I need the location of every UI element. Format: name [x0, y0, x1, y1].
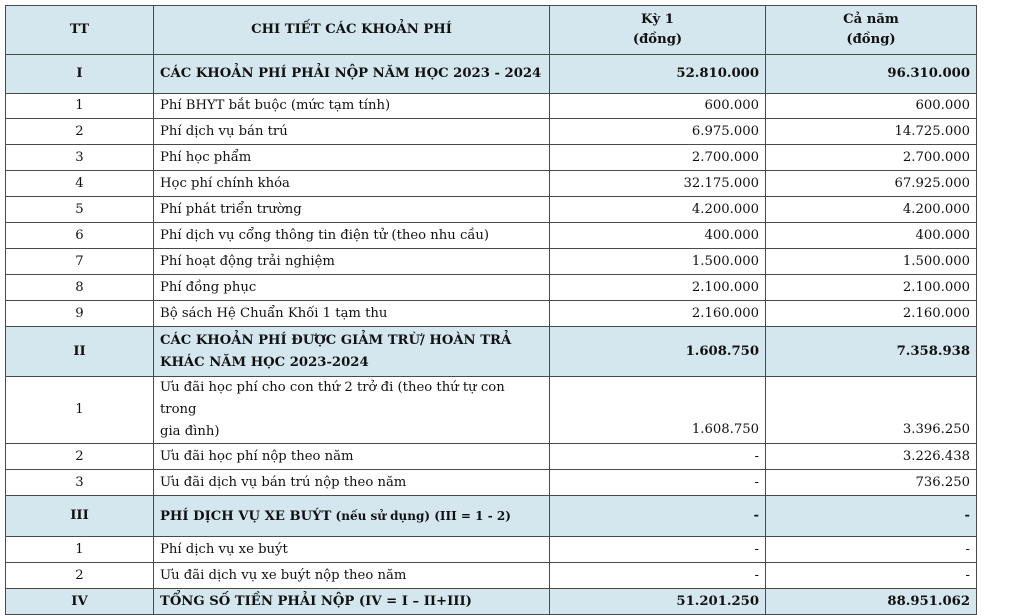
row-term1-value: - — [550, 563, 766, 589]
row-label: Phí BHYT bắt buộc (mức tạm tính) — [154, 94, 550, 119]
section-year-value: - — [766, 496, 977, 537]
section-label — [154, 496, 550, 537]
table-row — [6, 223, 977, 249]
section-tt: II — [6, 327, 154, 377]
row-tt: 1 — [6, 537, 154, 563]
row-label-line1: Ưu đãi học phí cho con thứ 2 trở đi (theo thứ tự con trong — [160, 380, 505, 417]
row-term1-value: - — [550, 537, 766, 563]
table-row — [6, 197, 977, 223]
section-row-iv — [6, 589, 977, 615]
table-row — [6, 563, 977, 589]
row-label: Học phí chính khóa — [154, 171, 550, 197]
row-year-value: - — [766, 563, 977, 589]
table-row — [6, 275, 977, 301]
row-label: Ưu đãi học phí nộp theo năm — [154, 444, 550, 470]
section-term1-value: 52.810.000 — [550, 55, 766, 94]
row-term1-value: 400.000 — [550, 223, 766, 249]
row-term1-value: 4.200.000 — [550, 197, 766, 223]
row-term1-value: 2.100.000 — [550, 275, 766, 301]
row-label — [154, 377, 550, 444]
table-row — [6, 249, 977, 275]
row-term1-value: 2.160.000 — [550, 301, 766, 327]
header-year-label: Cả năm — [843, 12, 899, 27]
row-label: Phí dịch vụ xe buýt — [154, 537, 550, 563]
section-label-line2: KHÁC NĂM HỌC 2023-2024 — [160, 354, 369, 370]
row-term1-value: 1.500.000 — [550, 249, 766, 275]
table-row — [6, 145, 977, 171]
row-tt: 3 — [6, 145, 154, 171]
section-term1-value: 1.608.750 — [550, 327, 766, 377]
table-row — [6, 119, 977, 145]
section-row-ii — [6, 327, 977, 377]
row-tt: 2 — [6, 444, 154, 470]
section-tt: III — [6, 496, 154, 537]
row-year-value: 3.226.438 — [766, 444, 977, 470]
row-label: Phí dịch vụ bán trú — [154, 119, 550, 145]
section-term1-value: 51.201.250 — [550, 589, 766, 615]
header-term1 — [550, 6, 766, 55]
row-year-value: 67.925.000 — [766, 171, 977, 197]
row-term1-value: 32.175.000 — [550, 171, 766, 197]
header-term1-unit: (đồng) — [632, 32, 683, 47]
row-year-value: 736.250 — [766, 470, 977, 496]
row-label: Phí đồng phục — [154, 275, 550, 301]
section-term1-value: - — [550, 496, 766, 537]
row-year-value: 2.700.000 — [766, 145, 977, 171]
section-row-iii — [6, 496, 977, 537]
row-tt: 1 — [6, 94, 154, 119]
section-tt: I — [6, 55, 154, 94]
row-tt: 7 — [6, 249, 154, 275]
row-year-value: - — [766, 537, 977, 563]
table-row — [6, 470, 977, 496]
header-term1-label: Kỳ 1 — [641, 12, 674, 27]
row-tt: 2 — [6, 119, 154, 145]
row-label: Ưu đãi dịch vụ xe buýt nộp theo năm — [154, 563, 550, 589]
header-tt: TT — [6, 6, 154, 55]
row-tt: 5 — [6, 197, 154, 223]
row-term1-value: 2.700.000 — [550, 145, 766, 171]
header-year — [766, 6, 977, 55]
row-year-value: 1.500.000 — [766, 249, 977, 275]
row-label: Phí phát triển trường — [154, 197, 550, 223]
row-label: Phí dịch vụ cổng thông tin điện tử (theo nhu cầu) — [154, 223, 550, 249]
row-tt: 9 — [6, 301, 154, 327]
table-row — [6, 94, 977, 119]
fee-table — [5, 5, 977, 615]
table-row — [6, 537, 977, 563]
section-label-line1: CÁC KHOẢN PHÍ ĐƯỢC GIẢM TRỪ/ HOÀN TRẢ — [160, 332, 512, 348]
row-tt: 2 — [6, 563, 154, 589]
row-label-line2: gia đình) — [160, 424, 220, 439]
row-tt: 6 — [6, 223, 154, 249]
section-tt: IV — [6, 589, 154, 615]
section-year-value: 7.358.938 — [766, 327, 977, 377]
row-term1-value: - — [550, 444, 766, 470]
row-term1-value: 6.975.000 — [550, 119, 766, 145]
row-year-value: 600.000 — [766, 94, 977, 119]
table-header-row — [6, 6, 977, 55]
section-label — [154, 327, 550, 377]
row-year-value: 4.200.000 — [766, 197, 977, 223]
row-term1-value: 1.608.750 — [550, 377, 766, 444]
row-label: Ưu đãi dịch vụ bán trú nộp theo năm — [154, 470, 550, 496]
table-row — [6, 301, 977, 327]
section-label: CÁC KHOẢN PHÍ PHẢI NỘP NĂM HỌC 2023 - 2024 — [154, 55, 550, 94]
header-detail: CHI TIẾT CÁC KHOẢN PHÍ — [154, 6, 550, 55]
row-year-value: 400.000 — [766, 223, 977, 249]
section-row-i — [6, 55, 977, 94]
row-label: Phí hoạt động trải nghiệm — [154, 249, 550, 275]
section-label: TỔNG SỐ TIỀN PHẢI NỘP (IV = I – II+III) — [154, 589, 550, 615]
row-term1-value: - — [550, 470, 766, 496]
row-term1-value: 600.000 — [550, 94, 766, 119]
table-row — [6, 444, 977, 470]
row-tt: 1 — [6, 377, 154, 444]
table-row — [6, 377, 977, 444]
section-label-main: PHÍ DỊCH VỤ XE BUÝT — [160, 508, 332, 524]
row-label: Bộ sách Hệ Chuẩn Khối 1 tạm thu — [154, 301, 550, 327]
row-year-value: 2.100.000 — [766, 275, 977, 301]
row-year-value: 14.725.000 — [766, 119, 977, 145]
row-tt: 4 — [6, 171, 154, 197]
row-tt: 3 — [6, 470, 154, 496]
section-label-note: (nếu sử dụng) (III = 1 - 2) — [331, 508, 511, 523]
row-year-value: 2.160.000 — [766, 301, 977, 327]
row-tt: 8 — [6, 275, 154, 301]
header-year-unit: (đồng) — [846, 32, 896, 47]
row-label: Phí học phẩm — [154, 145, 550, 171]
section-year-value: 96.310.000 — [766, 55, 977, 94]
table-row — [6, 171, 977, 197]
section-year-value: 88.951.062 — [766, 589, 977, 615]
row-year-value: 3.396.250 — [766, 377, 977, 444]
